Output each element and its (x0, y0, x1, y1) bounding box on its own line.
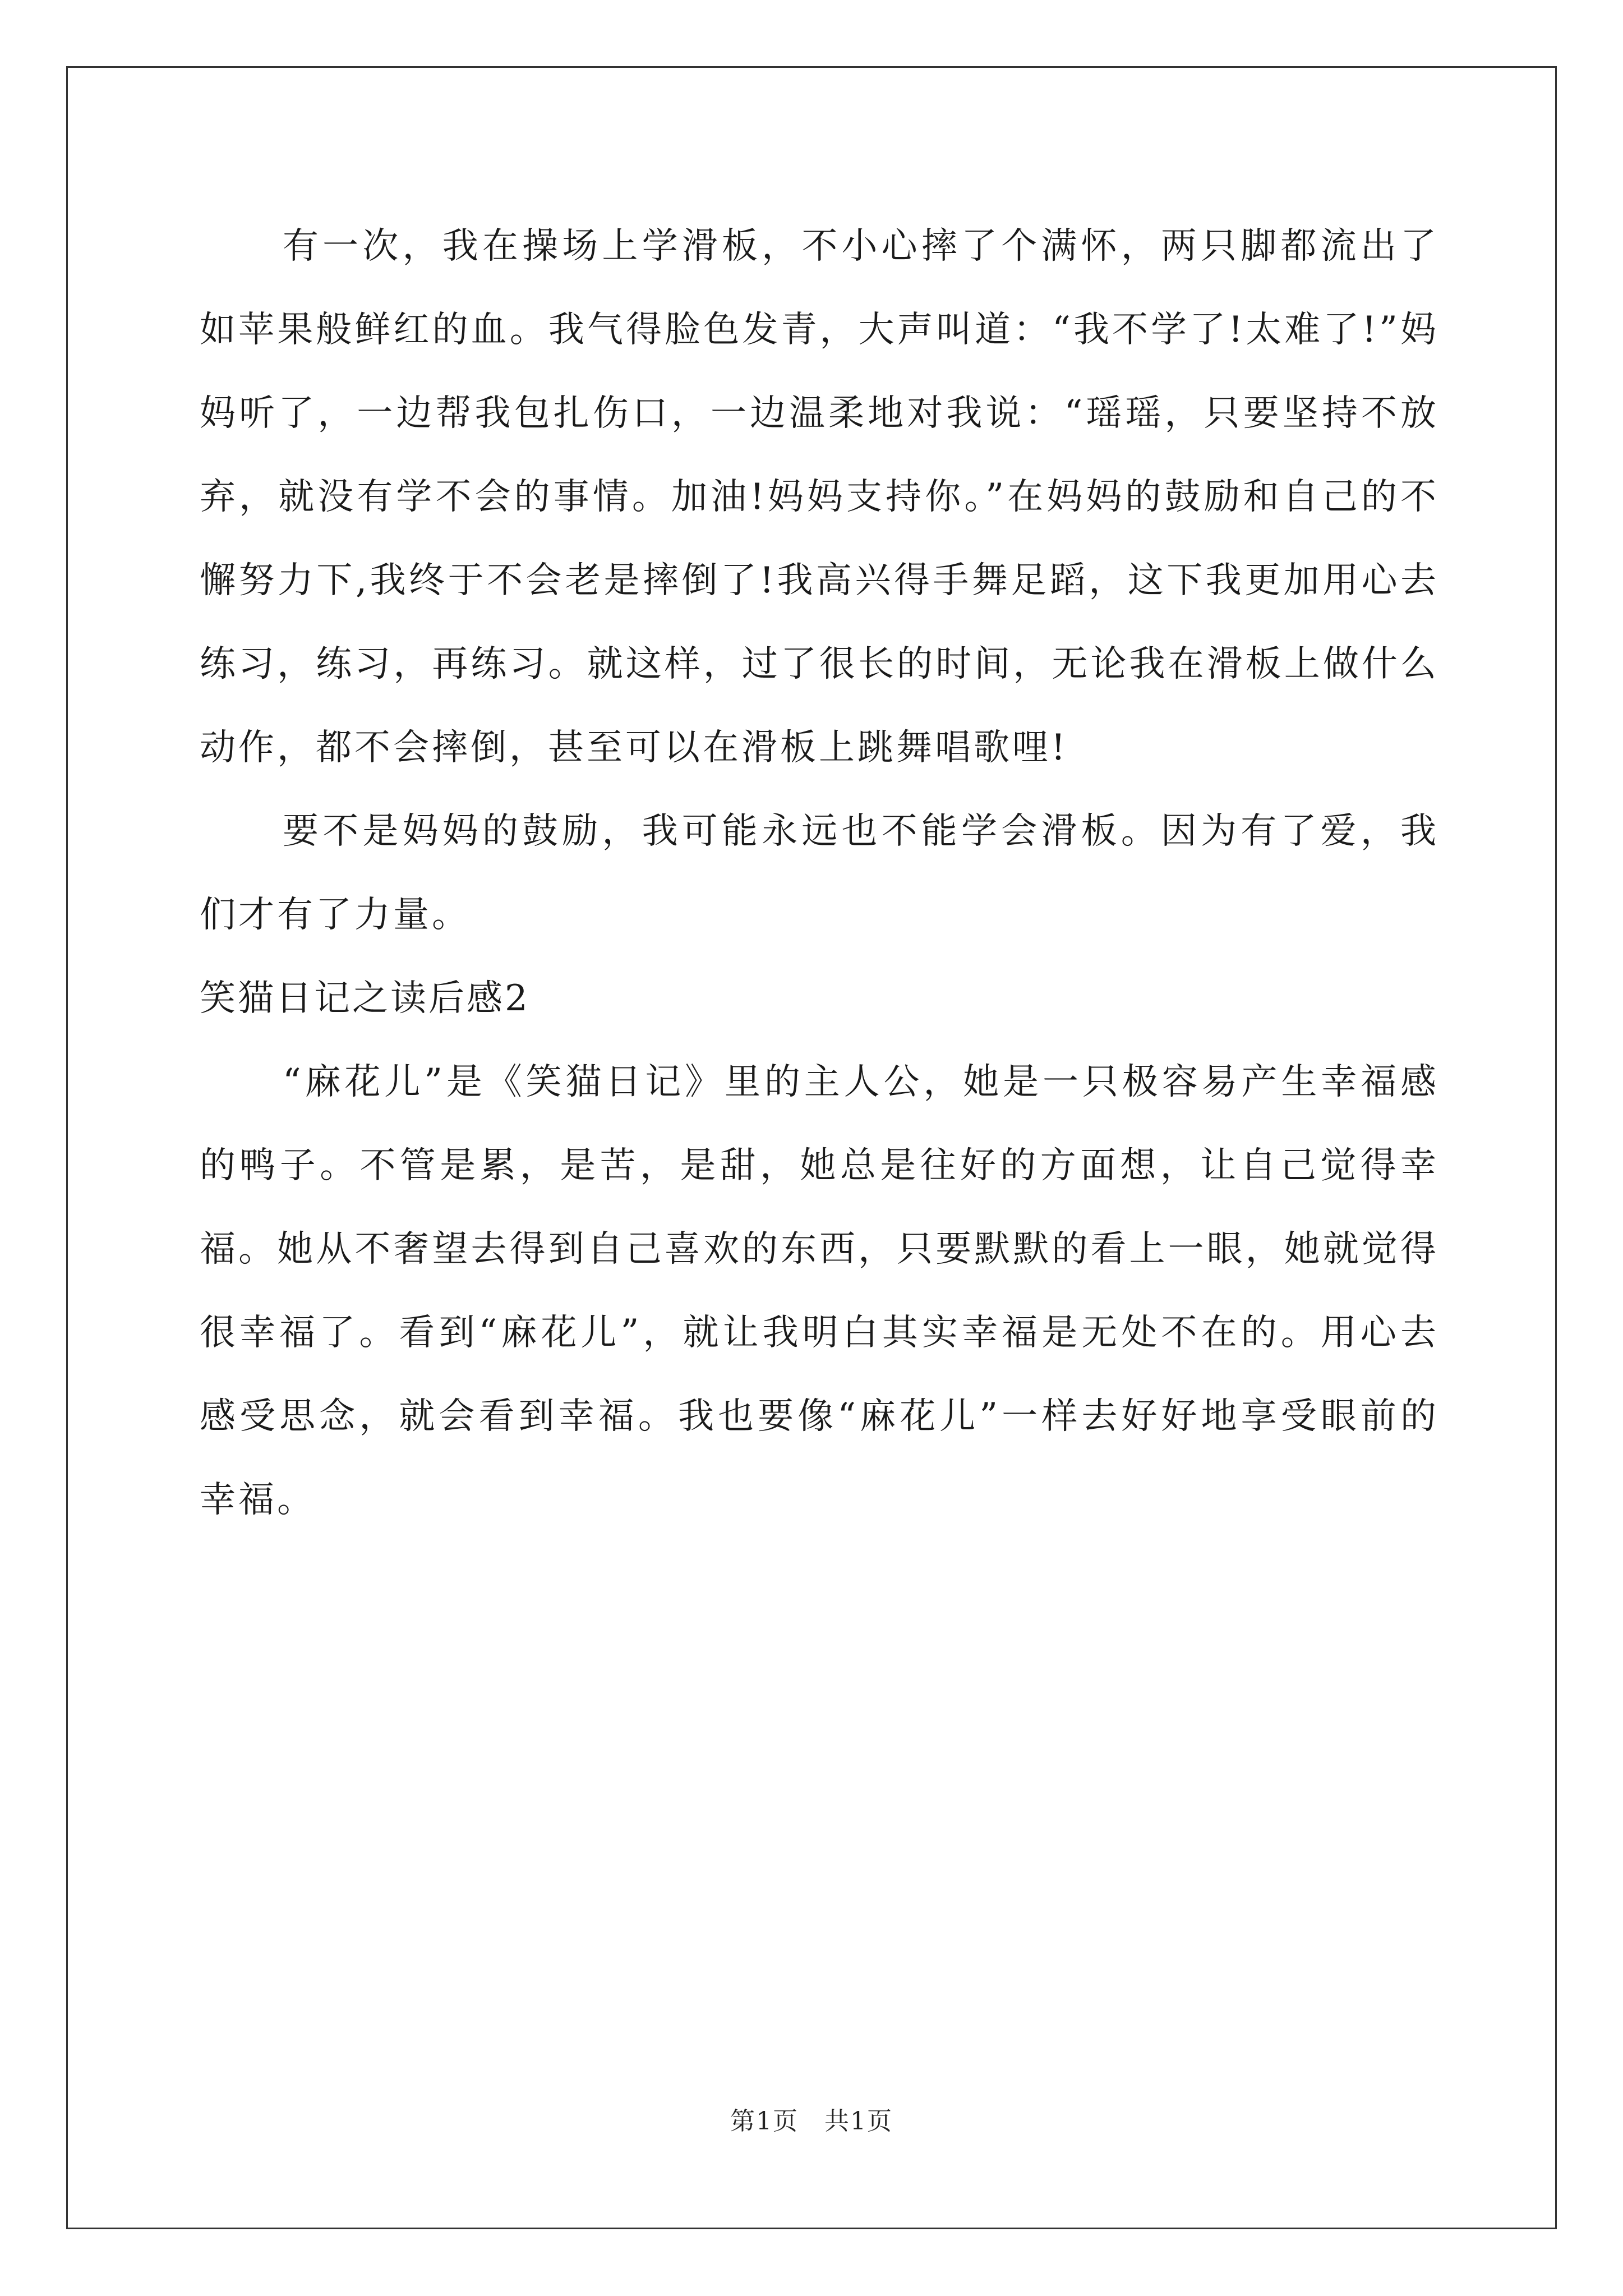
page-footer: 第1页 共1页 (730, 2107, 893, 2136)
section-title: 笑猫日记之读后感2 (200, 978, 530, 1019)
paragraph-skateboard-story: 有一次，我在操场上学滑板，不小心摔了个满怀，两只脚都流出了如苹果般鲜红的血。我气得脸色发青，大声叫道：“我不学了!太难了!”妈妈听了，一边帮我包扎伤口，一边温柔地对我说：“瑶瑶，只要坚持不放弃，就没有学不会的事情。加油!妈妈支持你。”在妈妈的鼓励和自己的不懈努力下,我终于不会老是摔倒了!我高兴得手舞足蹈，这下我更加用心去练习，练习，再练习。就这样，过了很长的时间，无论我在滑板上做什么动作，都不会摔倒，甚至可以在滑板上跳舞唱歌哩! (200, 226, 1439, 769)
paragraph-mahuar-review: “麻花儿”是《笑猫日记》里的主人公，她是一只极容易产生幸福感的鸭子。不管是累，是苦，是甜，她总是往好的方面想，让自己觉得幸福。她从不奢望去得到自己喜欢的东西，只要默默的看上一眼，她就觉得很幸福了。看到“麻花儿”，就让我明白其实幸福是无处不在的。用心去感受思念，就会看到幸福。我也要像“麻花儿”一样去好好地享受眼前的幸福。 (200, 1061, 1439, 1521)
document-body (200, 205, 1439, 1542)
paragraph-conclusion: 要不是妈妈的鼓励，我可能永远也不能学会滑板。因为有了爱，我们才有了力量。 (200, 811, 1439, 936)
